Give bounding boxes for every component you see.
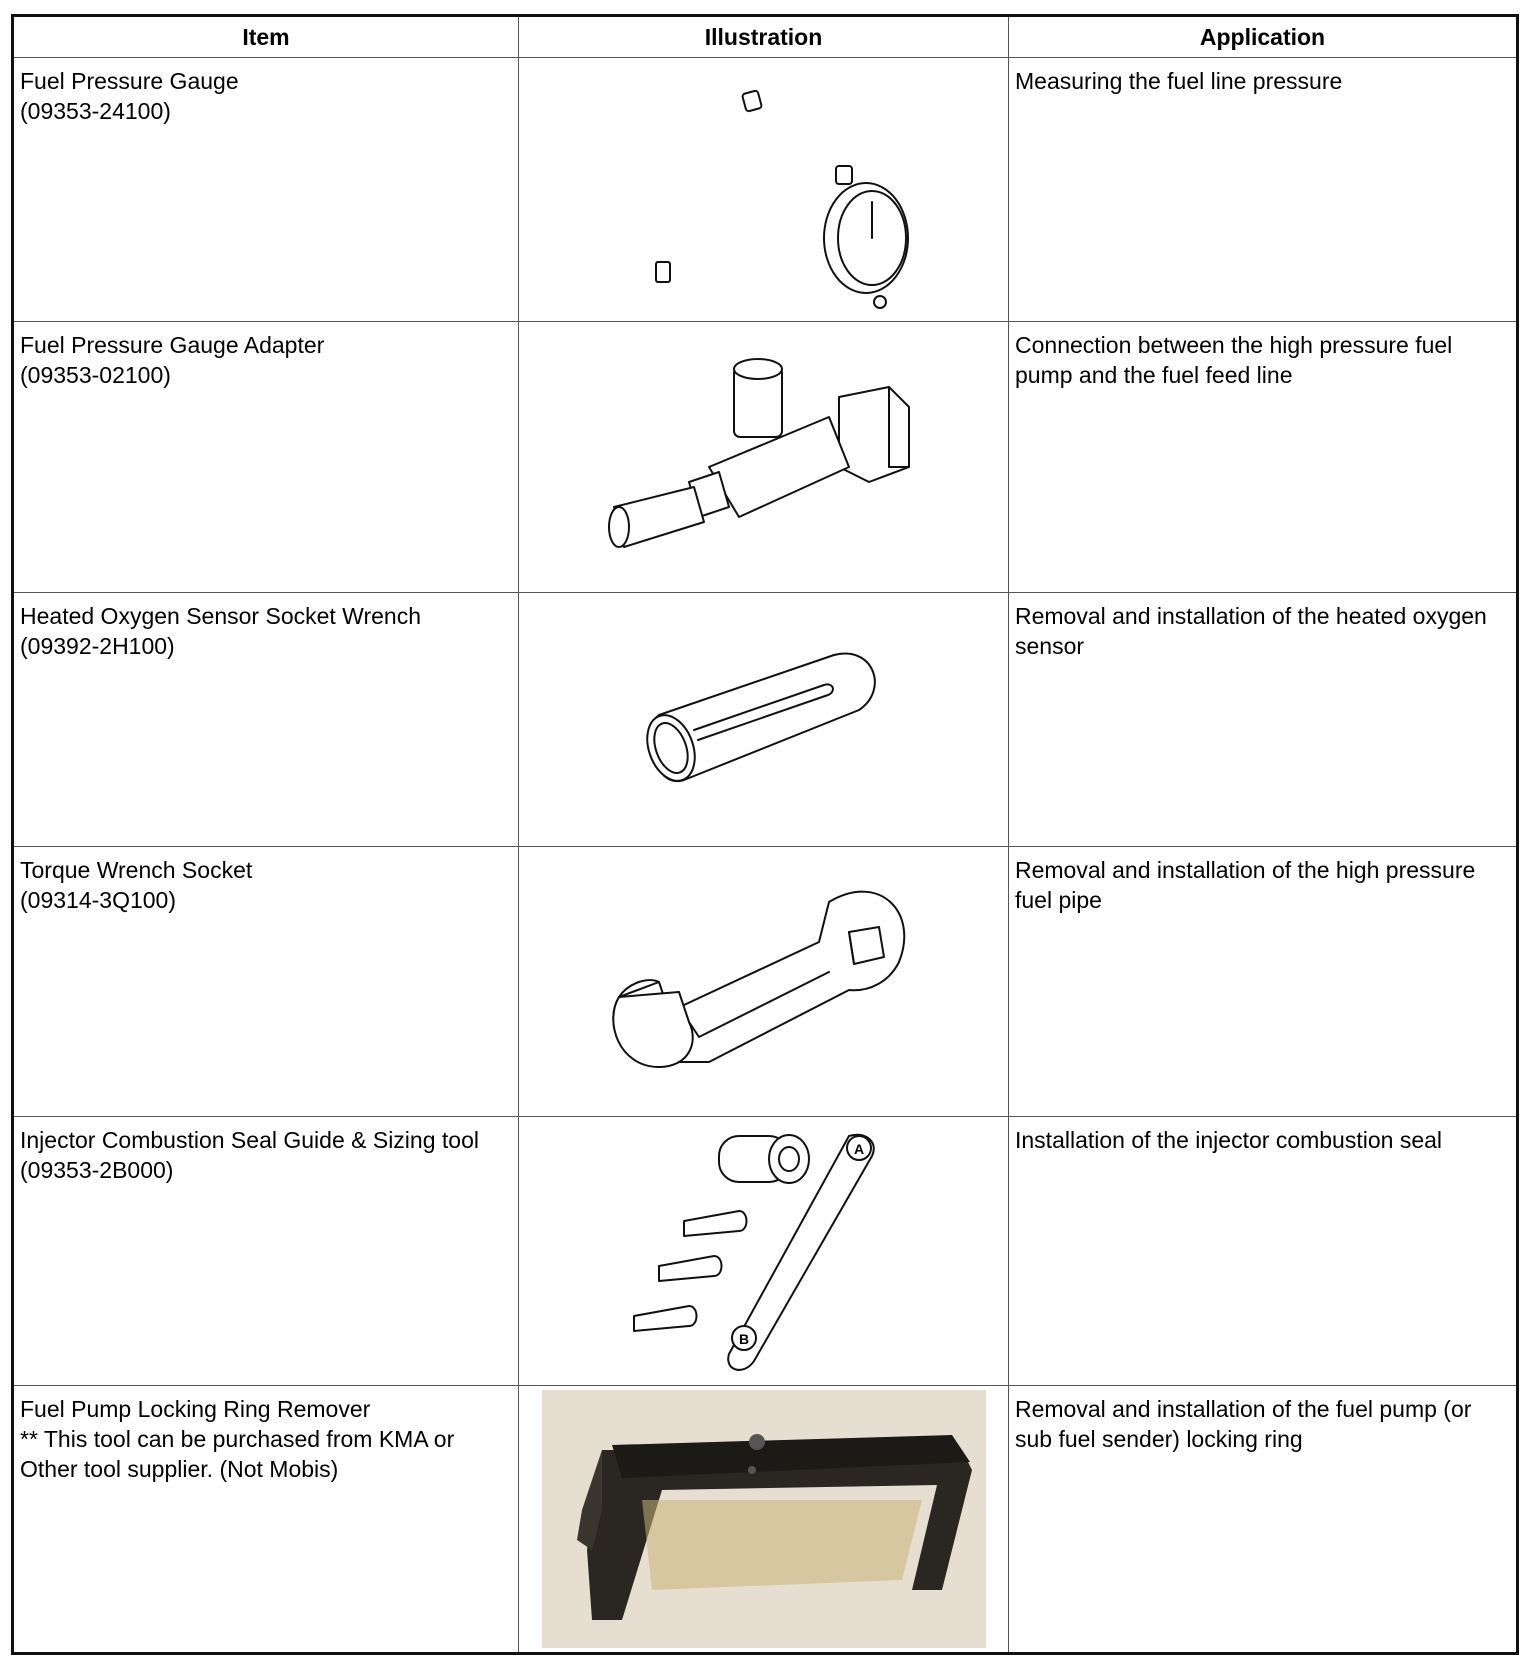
table-row <box>13 847 1518 1117</box>
item-cell <box>13 847 519 1117</box>
label-a: A <box>853 1141 864 1157</box>
item-part-number: (09392-2H100) <box>20 633 175 659</box>
item-part-number: (09314-3Q100) <box>20 887 176 913</box>
application-text: Installation of the injector combustion seal <box>1015 1127 1443 1153</box>
item-name: Heated Oxygen Sensor Socket Wrench <box>20 603 422 629</box>
illustration-cell <box>519 1117 1009 1386</box>
item-part-number: (09353-02100) <box>20 362 171 388</box>
torque-wrench-socket-icon <box>599 872 929 1092</box>
header-application: Application <box>1009 16 1518 58</box>
application-cell <box>1009 322 1518 593</box>
table-row <box>13 58 1518 322</box>
item-name: Fuel Pressure Gauge <box>20 68 239 94</box>
item-name: Torque Wrench Socket <box>20 857 253 883</box>
application-cell <box>1009 58 1518 322</box>
item-cell <box>13 1117 519 1386</box>
locking-ring-remover-photo <box>542 1390 986 1648</box>
illustration-cell <box>519 322 1009 593</box>
item-cell <box>13 58 519 322</box>
item-note: ** This tool can be purchased from KMA or Other tool supplier. (Not Mobis) <box>20 1426 455 1482</box>
application-cell <box>1009 1117 1518 1386</box>
illustration-cell <box>519 847 1009 1117</box>
application-cell <box>1009 847 1518 1117</box>
application-cell <box>1009 593 1518 847</box>
header-illustration: Illustration <box>519 16 1009 58</box>
table-row <box>13 1386 1518 1654</box>
header-row <box>13 16 1518 58</box>
header-item: Item <box>13 16 519 58</box>
fuel-pressure-gauge-icon <box>604 70 924 310</box>
illustration-cell <box>519 593 1009 847</box>
item-part-number: (09353-24100) <box>20 98 171 124</box>
label-b: B <box>738 1331 749 1347</box>
special-tools-table <box>11 14 1519 1655</box>
item-part-number: (09353-2B000) <box>20 1157 174 1183</box>
gauge-adapter-icon <box>599 357 929 557</box>
oxygen-sensor-socket-icon <box>634 640 894 800</box>
application-text: Measuring the fuel line pressure <box>1015 68 1343 94</box>
table-row <box>13 593 1518 847</box>
item-name: Injector Combustion Seal Guide & Sizing tool <box>20 1127 479 1153</box>
seal-guide-sizing-tool-icon <box>624 1126 904 1376</box>
table-row <box>13 322 1518 593</box>
item-cell <box>13 1386 519 1654</box>
application-cell <box>1009 1386 1518 1654</box>
application-text: Connection between the high pressure fuel pump and the fuel feed line <box>1015 332 1453 388</box>
application-text: Removal and installation of the fuel pump (or sub fuel sender) locking ring <box>1015 1396 1472 1452</box>
application-text: Removal and installation of the heated oxygen sensor <box>1015 603 1487 659</box>
illustration-cell <box>519 1386 1009 1654</box>
item-cell <box>13 593 519 847</box>
item-cell <box>13 322 519 593</box>
item-name: Fuel Pressure Gauge Adapter <box>20 332 325 358</box>
illustration-cell <box>519 58 1009 322</box>
table-row <box>13 1117 1518 1386</box>
application-text: Removal and installation of the high pressure fuel pipe <box>1015 857 1476 913</box>
item-name: Fuel Pump Locking Ring Remover <box>20 1396 371 1422</box>
